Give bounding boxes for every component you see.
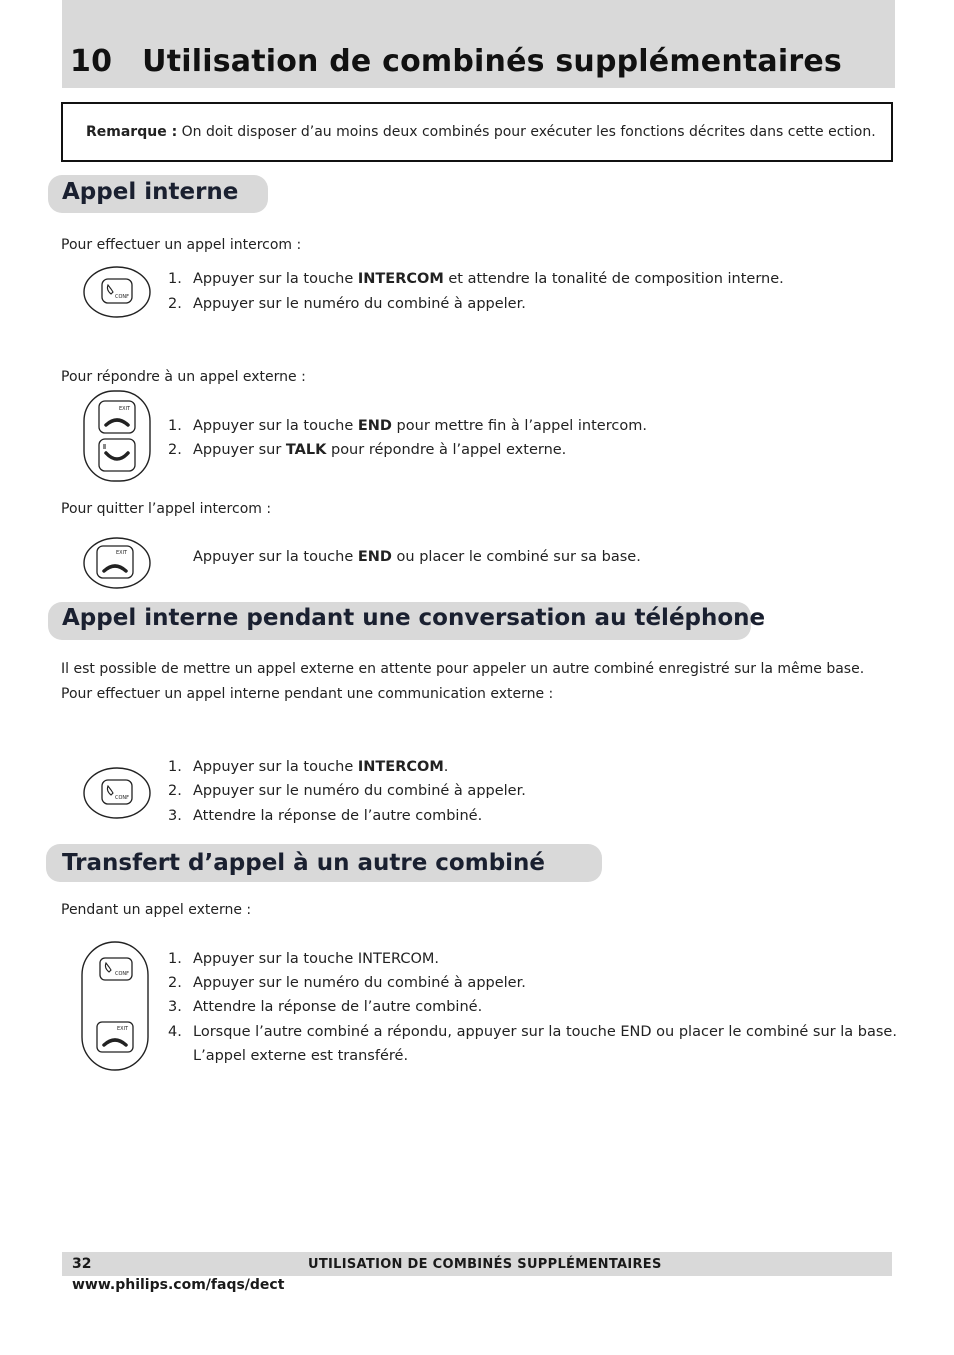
section-title-transfert: Transfert d’appel à un autre combiné	[62, 850, 546, 876]
quit-step: Appuyer sur la touche END ou placer le combiné sur sa base.	[193, 549, 641, 565]
transfert-step-3: 3. Attendre la réponse de l’autre combiné.	[168, 999, 483, 1015]
section-title-appel-conversation: Appel interne pendant une conversation au téléphone	[62, 605, 766, 631]
conversation-step-1: 1. Appuyer sur la touche INTERCOM.	[168, 759, 449, 775]
intercom-end-keys-icon	[80, 940, 150, 1072]
conversation-step-2: 2. Appuyer sur le numéro du combiné à appeler.	[168, 783, 526, 799]
section-title-appel-interne: Appel interne	[62, 179, 239, 205]
call-step-1: 1. Appuyer sur la touche INTERCOM et attendre la tonalité de composition interne.	[168, 271, 784, 287]
intro-quit: Pour quitter l’appel intercom :	[61, 501, 272, 517]
intercom-key-icon	[82, 766, 152, 820]
svg-text:CONF: CONF	[115, 795, 130, 801]
svg-text:EXIT: EXIT	[117, 1026, 129, 1032]
svg-text:CONF: CONF	[115, 294, 130, 300]
svg-text:EXIT: EXIT	[119, 406, 131, 412]
transfert-step-1: 1. Appuyer sur la touche INTERCOM.	[168, 951, 440, 967]
footer-title: UTILISATION DE COMBINÉS SUPPLÉMENTAIRES	[308, 1257, 662, 1272]
page-number: 32	[72, 1256, 92, 1272]
transfert-step-4: 4. Lorsque l’autre combiné a répondu, appuyer sur la touche END ou placer le combiné sur la base.	[168, 1024, 897, 1040]
intro-answer: Pour répondre à un appel externe :	[61, 369, 306, 385]
conversation-para-2: Pour effectuer un appel interne pendant une communication externe :	[61, 686, 554, 702]
transfert-step-2: 2. Appuyer sur le numéro du combiné à appeler.	[168, 975, 526, 991]
intro-call: Pour effectuer un appel intercom :	[61, 237, 302, 253]
end-key-icon	[82, 536, 152, 590]
call-step-2: 2. Appuyer sur le numéro du combiné à appeler.	[168, 296, 526, 312]
transfert-closing: L’appel externe est transféré.	[193, 1048, 409, 1064]
intercom-key-icon	[82, 265, 152, 319]
end-talk-keys-icon	[82, 389, 152, 483]
transfert-intro: Pendant un appel externe :	[61, 902, 252, 918]
conversation-step-3: 3. Attendre la réponse de l’autre combiné.	[168, 808, 483, 824]
footer-url: www.philips.com/faqs/dect	[72, 1277, 285, 1293]
svg-text:CONF: CONF	[115, 971, 130, 977]
chapter-title	[70, 44, 842, 79]
answer-step-1: 1. Appuyer sur la touche END pour mettre fin à l’appel intercom.	[168, 418, 647, 434]
note-label: Remarque :	[86, 124, 178, 140]
svg-text:EXIT: EXIT	[116, 550, 128, 556]
chapter-number: 10	[70, 44, 113, 79]
chapter-title-text: Utilisation de combinés supplémentaires	[142, 44, 842, 79]
conversation-para-1: Il est possible de mettre un appel externe en attente pour appeler un autre combiné enregistré sur la même base.	[61, 661, 865, 677]
answer-step-2: 2. Appuyer sur TALK pour répondre à l’appel externe.	[168, 442, 567, 458]
note-text	[86, 124, 876, 140]
note-body: On doit disposer d’au moins deux combinés pour exécuter les fonctions décrites dans cette ection.	[181, 124, 876, 140]
